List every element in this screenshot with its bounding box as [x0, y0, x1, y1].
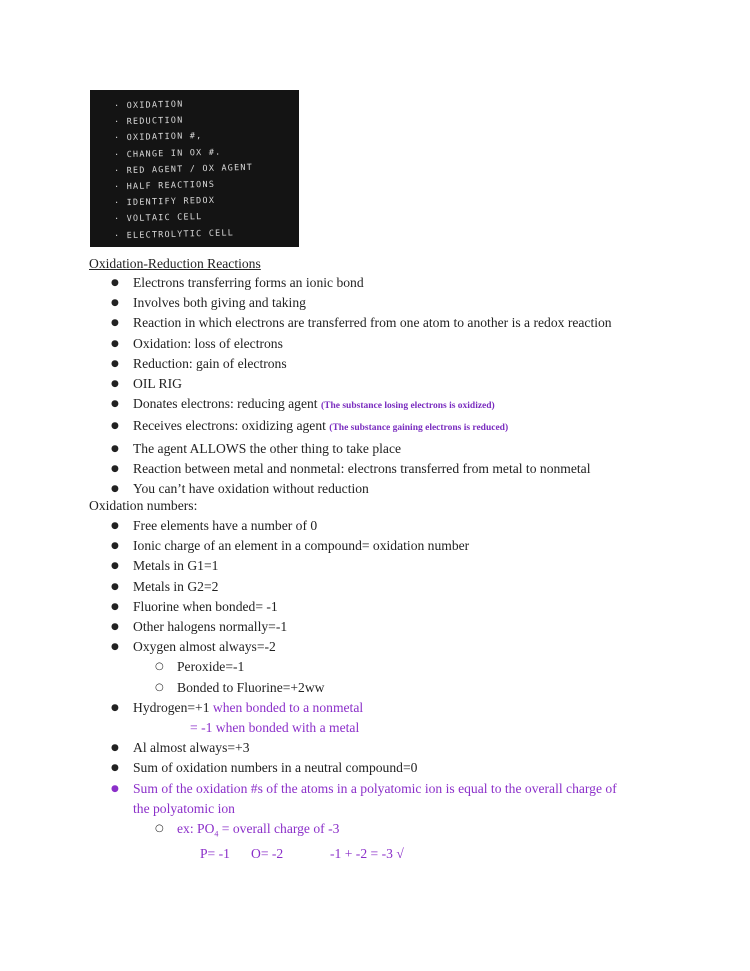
list-item: ● Ionic charge of an element in a compound= oxidation number [0, 536, 617, 556]
redox-bullet-list [0, 273, 612, 499]
chalkboard-topic-list [90, 90, 299, 242]
oxidizing-agent-note: (The substance gaining electrons is reduced) [329, 423, 509, 434]
list-item-polyatomic: ● Sum of the oxidation #s of the atoms in a polyatomic ion is equal to the overall charge of [0, 779, 617, 799]
chalkboard-line: · IDENTIFY REDOX [114, 191, 299, 212]
sub-list-item: ○ Bonded to Fluorine=+2ww [0, 678, 617, 698]
list-item [0, 394, 612, 416]
list-item: ● Reduction: gain of electrons [0, 354, 612, 374]
check-mark-icon: √ [396, 846, 404, 861]
example-item [0, 819, 617, 845]
chalkboard-line: · OXIDATION #, [114, 126, 299, 147]
list-item: ● Involves both giving and taking [0, 293, 612, 313]
list-item: ● Reaction between metal and nonmetal: electrons transferred from metal to nonmetal [0, 459, 612, 479]
chalkboard-line: · REDUCTION [114, 110, 299, 131]
list-item: ● Al almost always=+3 [0, 738, 617, 758]
reducing-agent-note: (The substance losing electrons is oxidized) [320, 401, 495, 412]
list-item: ● Other halogens normally=-1 [0, 617, 617, 637]
list-item: ● Electrons transferring forms an ionic bond [0, 273, 612, 293]
list-item-text: Donates electrons: reducing agent [133, 396, 321, 412]
list-item: ● Metals in G1=1 [0, 556, 617, 576]
list-item: ● Sum of oxidation numbers in a neutral compound=0 [0, 758, 617, 778]
list-item: ● Free elements have a number of 0 [0, 516, 617, 536]
example-subscript: 4 [214, 829, 219, 839]
chalkboard-line: · VOLTAIC CELL [114, 207, 299, 228]
list-item: ● The agent ALLOWS the other thing to take place [0, 439, 612, 459]
list-item: ● Oxygen almost always=-2 [0, 637, 617, 657]
list-item [0, 416, 612, 438]
chalkboard-photo [90, 90, 299, 247]
list-item: ● Metals in G2=2 [0, 577, 617, 597]
hydrogen-note: when bonded to a nonmetal [209, 699, 364, 715]
sub-list-item: ○ Peroxide=-1 [0, 657, 617, 677]
list-item: ● Oxidation: loss of electrons [0, 334, 612, 354]
hydrogen-note-continuation: = -1 when bonded with a metal [190, 720, 360, 736]
example-sum [330, 846, 404, 862]
list-item: ● OIL RIG [0, 374, 612, 394]
list-item: ● Reaction in which electrons are transferred from one atom to another is a redox reaction [0, 313, 612, 333]
section-heading-oxidation-numbers: Oxidation numbers: [89, 498, 198, 513]
example-sum-text: -1 + -2 = -3 [330, 846, 393, 861]
list-item: ● You can’t have oxidation without reduction [0, 479, 612, 499]
example-p-value: P= -1 [200, 846, 230, 861]
list-item-text: Hydrogen=+1 [133, 699, 210, 715]
list-item: ● Fluorine when bonded= -1 [0, 597, 617, 617]
example-o-value: O= -2 [251, 846, 284, 861]
chalkboard-line: · RED AGENT / OX AGENT [114, 158, 299, 179]
polyatomic-continuation: the polyatomic ion [133, 800, 235, 816]
example-text: = overall charge of -3 [218, 821, 340, 837]
chalkboard-line: · CHANGE IN OX #. [114, 142, 299, 163]
chalkboard-line: · ELECTROLYTIC CELL [114, 223, 299, 244]
list-item-text: Receives electrons: oxidizing agent [133, 418, 330, 434]
example-label: ex: PO [177, 821, 215, 837]
chalkboard-line: · HALF REACTIONS [114, 175, 299, 196]
oxidation-number-list [0, 516, 617, 845]
chalkboard-line: · OXIDATION [114, 94, 299, 115]
section-heading-redox: Oxidation-Reduction Reactions [89, 256, 261, 271]
list-item [0, 698, 617, 718]
